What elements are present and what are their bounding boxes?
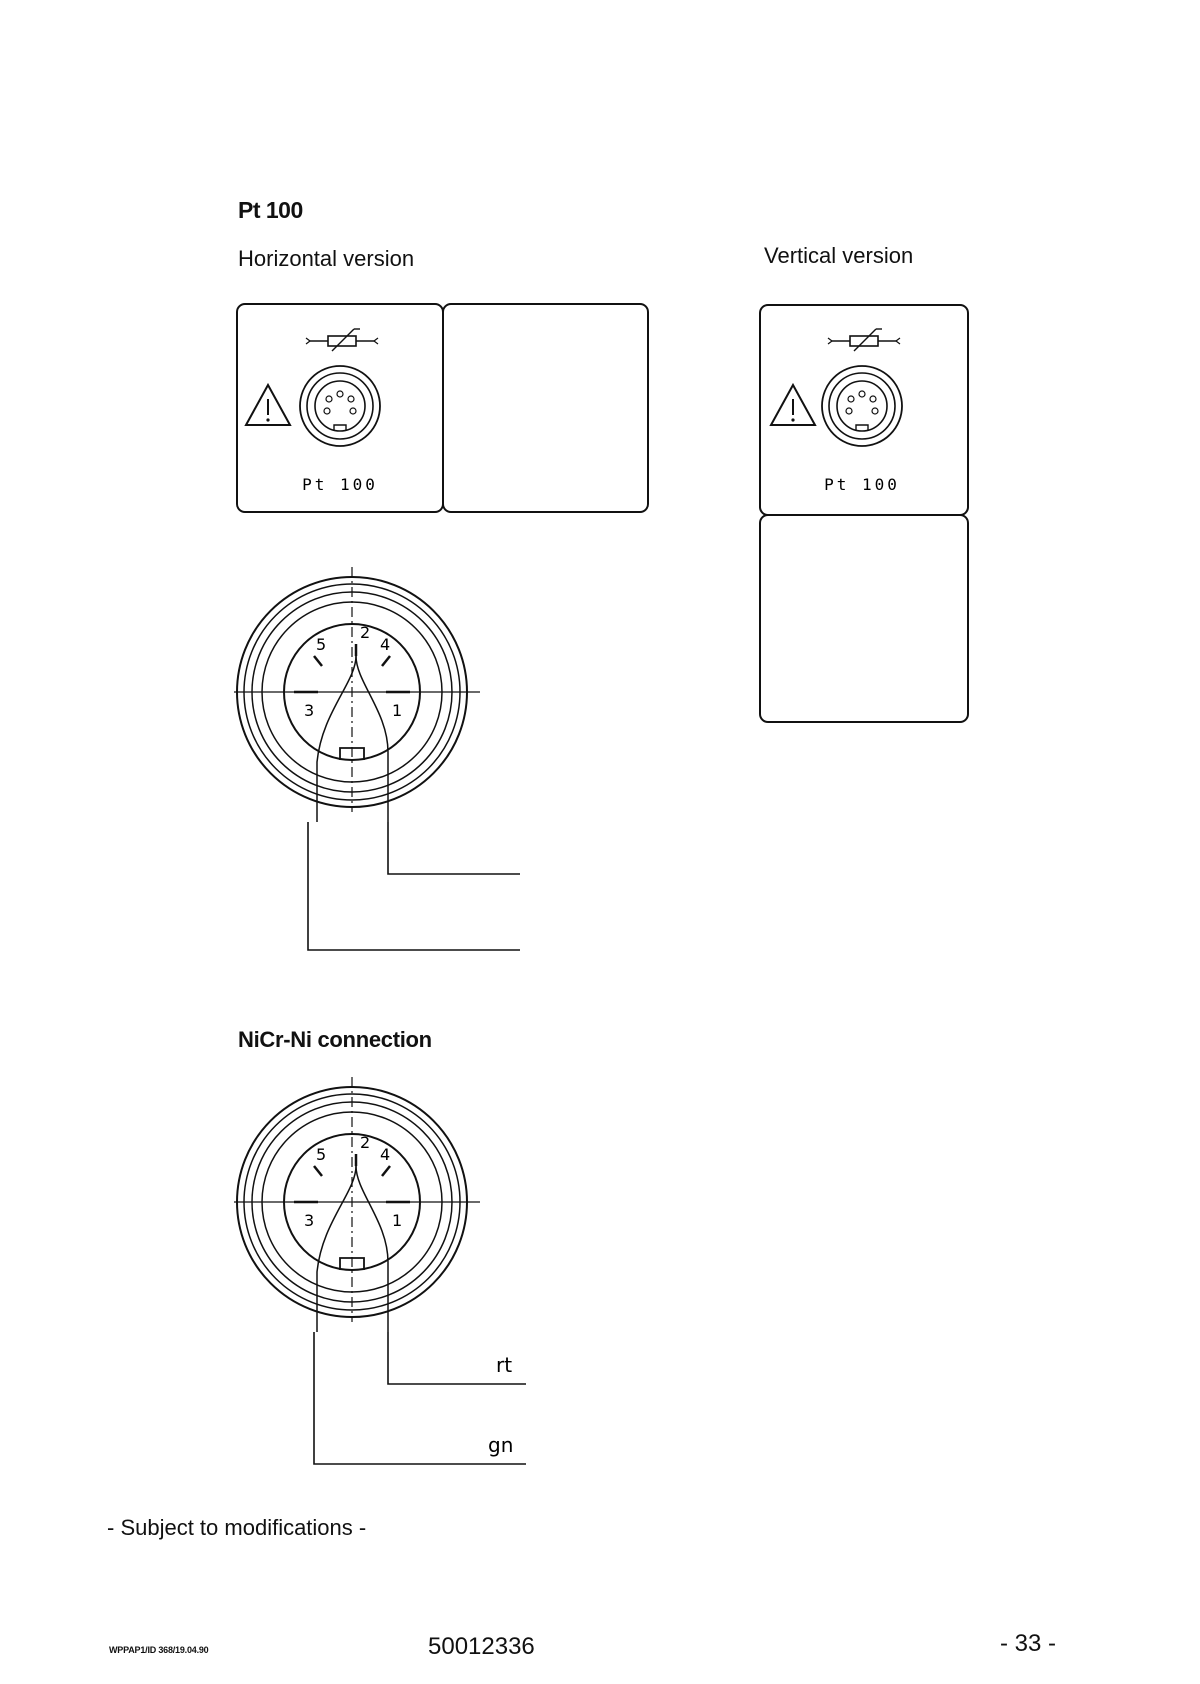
- document-number: 50012336: [428, 1633, 535, 1660]
- socket-icon: [822, 366, 902, 446]
- pin-3-label: 3: [304, 1211, 315, 1230]
- pin-1-label: 1: [392, 1211, 403, 1230]
- pin-5-label: 5: [316, 635, 327, 654]
- pin-2-label: 2: [360, 1133, 371, 1152]
- horizontal-plate-right: [443, 304, 648, 512]
- vertical-version-heading: Vertical version: [764, 243, 914, 268]
- wire-label-rt: rt: [496, 1353, 513, 1377]
- page-number: - 33 -: [1000, 1630, 1057, 1657]
- pin-4-label: 4: [380, 1145, 391, 1164]
- vertical-plate-label: Pt 100: [824, 475, 900, 494]
- warning-icon: [771, 385, 815, 425]
- pin-1-label: 1: [392, 701, 403, 720]
- pin-3-label: 3: [304, 701, 315, 720]
- pin-2-label: 2: [360, 623, 371, 642]
- socket-icon: [300, 366, 380, 446]
- wire-label-gn: gn: [488, 1433, 514, 1457]
- resistor-icon: [306, 329, 378, 351]
- nicr-ni-heading: NiCr-Ni connection: [238, 1027, 432, 1052]
- resistor-icon: [828, 329, 900, 351]
- pt100-wire-lower: [308, 822, 520, 950]
- pin-5-label: 5: [316, 1145, 327, 1164]
- horizontal-plate-label: Pt 100: [302, 475, 378, 494]
- document-reference: WPPAP1/ID 368/19.04.90: [109, 1645, 209, 1655]
- warning-icon: [246, 385, 290, 425]
- pt100-socket-diagram: [234, 567, 480, 822]
- disclaimer: - Subject to modifications -: [107, 1515, 367, 1540]
- nicr-socket-diagram: [234, 1077, 480, 1332]
- pt100-wire-upper: [388, 822, 520, 874]
- horizontal-version-heading: Horizontal version: [238, 246, 415, 271]
- section-title: Pt 100: [238, 197, 303, 223]
- vertical-plate-bottom: [760, 515, 968, 722]
- pin-4-label: 4: [380, 635, 391, 654]
